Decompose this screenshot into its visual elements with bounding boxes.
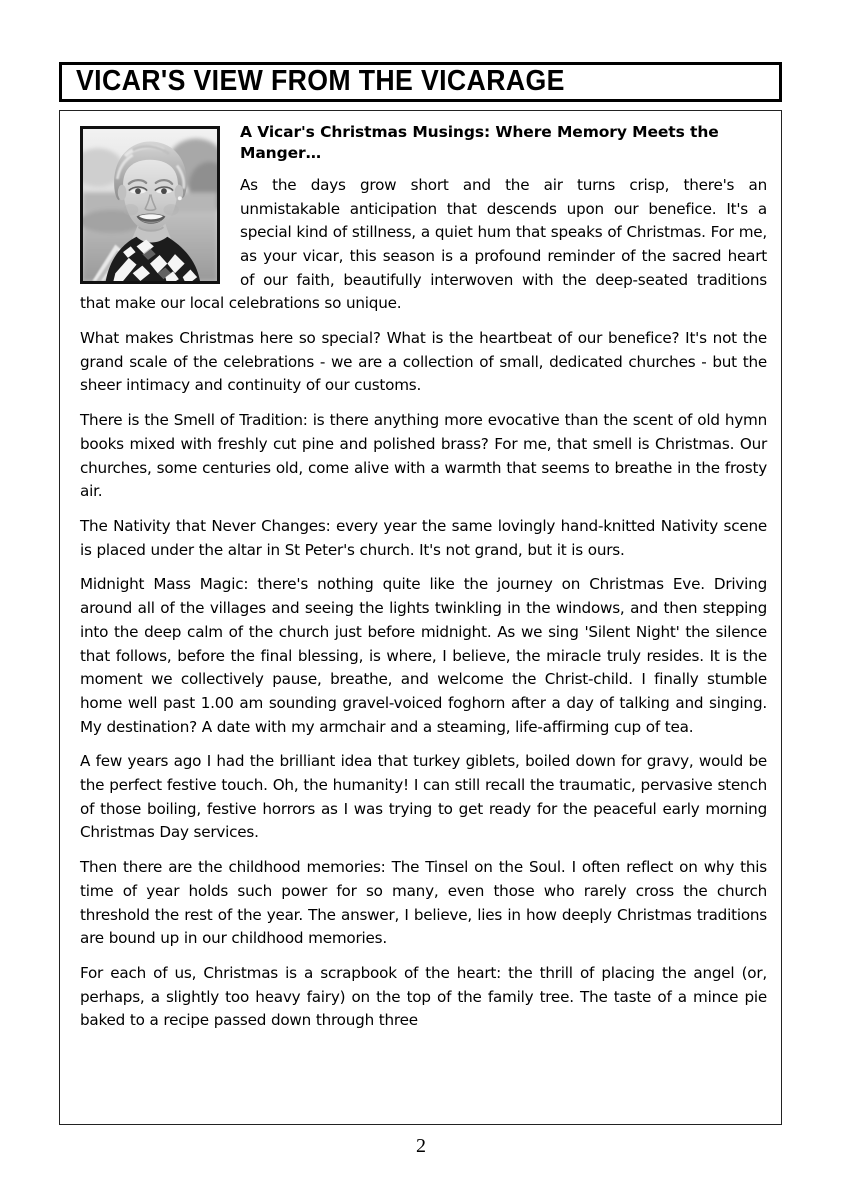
article-paragraph-3: There is the Smell of Tradition: is there anything more evocative than the scent of old hymn books mixed with freshly cut pine and polished brass? For me, that smell is Christmas. Our churches, some centuries old, come alive with a warmth that seems to breathe in the frosty air. — [80, 411, 767, 501]
article-paragraph-6: A few years ago I had the brilliant idea that turkey giblets, boiled down for gravy, would be the perfect festive touch. Oh, the humanity! I can still recall the traumatic, pervasive stench of those boiling, festive horrors as I was trying to get ready for the peaceful early morning Christmas Day services. — [80, 752, 767, 842]
article-paragraph-4: The Nativity that Never Changes: every year the same lovingly hand-knitted Nativity scene is placed under the altar in St Peter's church. It's not grand, but it is ours. — [80, 516, 767, 559]
article-paragraph-8: For each of us, Christmas is a scrapbook of the heart: the thrill of placing the angel (or, perhaps, a slightly too heavy fairy) on the top of the family tree. The taste of a mince pie baked to a recipe passed down through three — [80, 963, 767, 1030]
article-paragraph-7: Then there are the childhood memories: The Tinsel on the Soul. I often reflect on why this time of year holds such power for so many, even those who rarely cross the church threshold the rest of the year. The answer, I believe, lies in how deeply Christmas traditions are bound up in our childhood memories. — [80, 858, 767, 948]
section-header-box — [59, 62, 782, 102]
page-number: 2 — [416, 1135, 426, 1157]
article-paragraph-1: As the days grow short and the air turns crisp, there's an unmistakable anticipation that descends upon our benefice. It's a special kind of stillness, a quiet hum that speaks of Christmas. For me, as your vicar, this season is a profound reminder of the sacred heart of our faith, beautifully interwoven with the deep-seated traditions that make our local celebrations so unique. — [80, 175, 767, 313]
portrait-image — [83, 129, 217, 281]
vicar-portrait-photo — [80, 126, 220, 284]
article-paragraph-5: Midnight Mass Magic: there's nothing quite like the journey on Christmas Eve. Driving around all of the villages and seeing the lights twinkling in the windows, and then stepping into the deep calm of the church just before midnight. As we sing 'Silent Night' the silence that follows, before the final blessing, is where, I believe, the miracle truly resides. It is the moment we collectively pause, breathe, and welcome the Christ-child. I finally stumble home well past 1.00 am sounding gravel-voiced foghorn after a day of talking and singing. My destination? A date with my armchair and a steaming, life-affirming cup of tea. — [80, 575, 767, 736]
article-content-box — [59, 110, 782, 1125]
page-title: VICAR'S VIEW FROM THE VICARAGE — [76, 64, 565, 97]
article-headline: A Vicar's Christmas Musings: Where Memory Meets the Manger… — [240, 123, 719, 162]
article-paragraph-2: What makes Christmas here so special? What is the heartbeat of our benefice? It's not the grand scale of the celebrations - we are a collection of small, dedicated churches - but the sheer intimacy and continuity of our customs. — [80, 329, 767, 395]
